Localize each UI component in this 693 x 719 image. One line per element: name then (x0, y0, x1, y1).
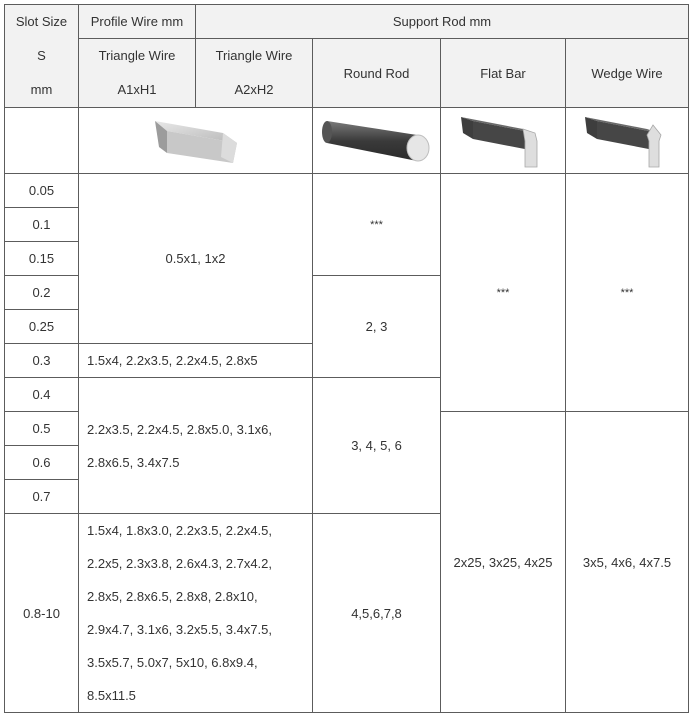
flat-bar-group-1: *** (441, 174, 566, 412)
wedge-wire-group-2: 3x5, 4x6, 4x7.5 (566, 412, 689, 713)
profile-group-4 (79, 514, 313, 713)
header-profile-wire: Profile Wire mm (79, 5, 196, 39)
triangle-wire-label: Triangle Wire (98, 48, 176, 63)
slot-size-label: Slot Size (15, 14, 68, 29)
triangle-wire-label-2: Triangle Wire (215, 48, 293, 63)
profile-line: 2.2x3.5, 2.2x4.5, 2.8x5.0, 3.1x6, (87, 421, 273, 437)
header-support-rod: Support Rod mm (196, 5, 689, 39)
header-flat-bar: Flat Bar (441, 39, 566, 108)
slot-size-spec-table (4, 4, 689, 713)
flat-bar-group-2: 2x25, 3x25, 4x25 (441, 412, 566, 713)
a2h2-label: A2xH2 (234, 82, 274, 97)
image-blank-cell (5, 108, 79, 174)
flat-bar-icon (453, 111, 553, 171)
profile-line: 2.9x4.7, 3.1x6, 3.2x5.5, 3.4x7.5, (87, 622, 273, 637)
profile-group-1: 0.5x1, 1x2 (79, 174, 313, 344)
profile-line: 1.5x4, 1.8x3.0, 2.2x3.5, 2.2x4.5, (87, 523, 273, 538)
header-triangle-wire-a1h1 (79, 39, 196, 108)
round-rod-group-1: *** (313, 174, 441, 276)
s-label: S (37, 48, 46, 63)
slot-cell: 0.6 (5, 446, 79, 480)
slot-cell: 0.25 (5, 310, 79, 344)
triangle-wire-icon (151, 113, 241, 169)
slot-cell: 0.8-10 (5, 514, 79, 713)
slot-cell: 0.7 (5, 480, 79, 514)
profile-group-3 (79, 378, 313, 514)
flat-bar-image-cell (441, 108, 566, 174)
wedge-wire-image-cell (566, 108, 689, 174)
round-rod-group-4: 4,5,6,7,8 (313, 514, 441, 713)
profile-group-2: 1.5x4, 2.2x3.5, 2.2x4.5, 2.8x5 (79, 344, 313, 378)
slot-cell: 0.1 (5, 208, 79, 242)
profile-line: 3.5x5.7, 5.0x7, 5x10, 6.8x9.4, (87, 655, 258, 670)
slot-cell: 0.4 (5, 378, 79, 412)
triangle-wire-image-cell (79, 108, 313, 174)
round-rod-icon (317, 113, 437, 169)
round-rod-image-cell (313, 108, 441, 174)
header-round-rod: Round Rod (313, 39, 441, 108)
round-rod-group-2: 2, 3 (313, 276, 441, 378)
mm-label: mm (30, 82, 53, 97)
wedge-wire-icon (577, 111, 677, 171)
header-triangle-wire-a2h2 (196, 39, 313, 108)
slot-cell: 0.15 (5, 242, 79, 276)
header-wedge-wire: Wedge Wire (566, 39, 689, 108)
a1h1-label: A1xH1 (117, 82, 157, 97)
profile-line: 2.2x5, 2.3x3.8, 2.6x4.3, 2.7x4.2, (87, 556, 273, 571)
profile-line: 2.8x5, 2.8x6.5, 2.8x8, 2.8x10, (87, 589, 258, 604)
slot-cell: 0.05 (5, 174, 79, 208)
slot-cell: 0.3 (5, 344, 79, 378)
profile-line: 2.8x6.5, 3.4x7.5 (87, 454, 180, 470)
slot-cell: 0.2 (5, 276, 79, 310)
header-slot-size (5, 5, 79, 108)
round-rod-group-3: 3, 4, 5, 6 (313, 378, 441, 514)
wedge-wire-group-1: *** (566, 174, 689, 412)
slot-cell: 0.5 (5, 412, 79, 446)
profile-line: 8.5x11.5 (87, 688, 136, 703)
